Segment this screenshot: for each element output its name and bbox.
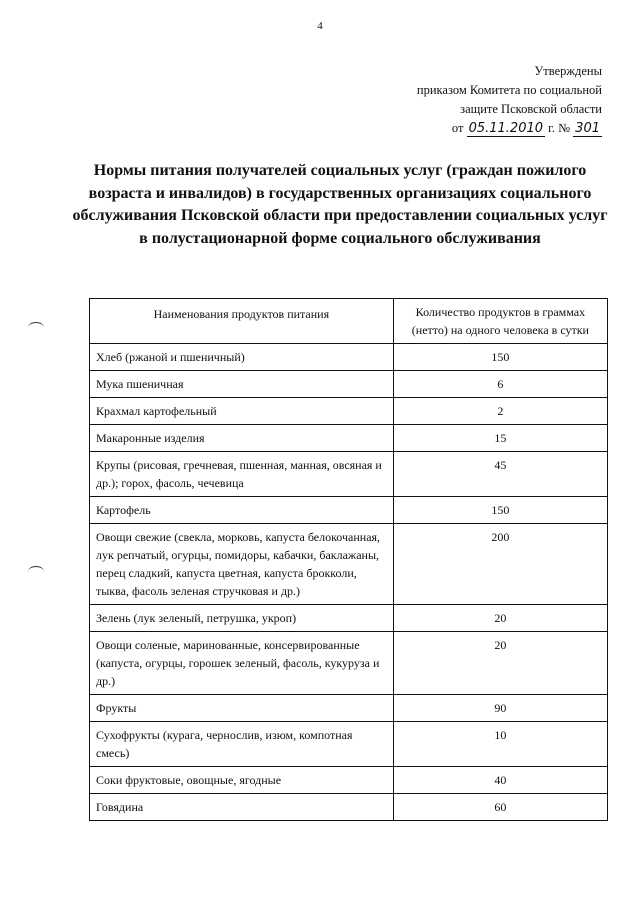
table-row xyxy=(90,695,608,722)
table-row xyxy=(90,722,608,767)
table-row xyxy=(90,344,608,371)
product-name-cell: Крахмал картофельный xyxy=(90,398,394,425)
handwritten-date: 05.11.2010 xyxy=(468,121,544,136)
approval-line-2: приказом Комитета по социальной xyxy=(416,83,602,97)
approval-line-1: Утверждены xyxy=(534,64,602,78)
quantity-cell: 150 xyxy=(393,344,607,371)
quantity-cell: 90 xyxy=(393,695,607,722)
approval-block xyxy=(342,62,602,138)
food-norms-table xyxy=(89,298,608,821)
quantity-cell: 20 xyxy=(393,632,607,695)
product-name-cell: Макаронные изделия xyxy=(90,425,394,452)
approval-line-3: защите Псковской области xyxy=(460,102,602,116)
margin-mark-bottom xyxy=(28,566,44,577)
quantity-cell: 10 xyxy=(393,722,607,767)
quantity-cell: 60 xyxy=(393,794,607,821)
product-name-cell: Крупы (рисовая, гречневая, пшенная, манная, овсяная и др.); горох, фасоль, чечевица xyxy=(90,452,394,497)
margin-mark-top xyxy=(28,322,44,333)
quantity-cell: 6 xyxy=(393,371,607,398)
quantity-cell: 40 xyxy=(393,767,607,794)
table-row xyxy=(90,398,608,425)
quantity-cell: 15 xyxy=(393,425,607,452)
quantity-cell: 20 xyxy=(393,605,607,632)
product-name-cell: Сухофрукты (курага, чернослив, изюм, компотная смесь) xyxy=(90,722,394,767)
table-header-row xyxy=(90,299,608,344)
product-name-cell: Зелень (лук зеленый, петрушка, укроп) xyxy=(90,605,394,632)
table-row xyxy=(90,524,608,605)
table-row xyxy=(90,452,608,497)
quantity-cell: 150 xyxy=(393,497,607,524)
page-number: 4 xyxy=(317,20,323,32)
product-name-cell: Мука пшеничная xyxy=(90,371,394,398)
product-name-cell: Говядина xyxy=(90,794,394,821)
product-name-cell: Овощи соленые, маринованные, консервированные (капуста, огурцы, горошек зеленый, фасоль, кукуруза и др.) xyxy=(90,632,394,695)
table-row xyxy=(90,767,608,794)
table-body xyxy=(90,344,608,821)
header-product-name: Наименования продуктов питания xyxy=(90,299,394,344)
table-row xyxy=(90,425,608,452)
table-row xyxy=(90,605,608,632)
header-quantity: Количество продуктов в граммах (нетто) на одного человека в сутки xyxy=(393,299,607,344)
quantity-cell: 45 xyxy=(393,452,607,497)
quantity-cell: 200 xyxy=(393,524,607,605)
table-row xyxy=(90,497,608,524)
date-prefix: от xyxy=(451,121,464,135)
product-name-cell: Картофель xyxy=(90,497,394,524)
product-name-cell: Хлеб (ржаной и пшеничный) xyxy=(90,344,394,371)
table-row xyxy=(90,632,608,695)
date-suffix: г. № xyxy=(548,121,571,135)
handwritten-number: 301 xyxy=(575,121,600,136)
product-name-cell: Фрукты xyxy=(90,695,394,722)
table-row xyxy=(90,371,608,398)
table-row xyxy=(90,794,608,821)
product-name-cell: Овощи свежие (свекла, морковь, капуста белокочанная, лук репчатый, огурцы, помидоры, кабачки, баклажаны, перец сладкий, капуста цветная, капуста брокколи, тыква, фасоль зеленая стручковая и др.) xyxy=(90,524,394,605)
product-name-cell: Соки фруктовые, овощные, ягодные xyxy=(90,767,394,794)
approval-date-line xyxy=(342,119,602,138)
quantity-cell: 2 xyxy=(393,398,607,425)
document-title: Нормы питания получателей социальных услуг (граждан пожилого возраста и инвалидов) в государственных организациях социального обслуживания Псковской области при предоставлении социальных услуг в полустационарной форме социального обслуживания xyxy=(72,162,608,247)
